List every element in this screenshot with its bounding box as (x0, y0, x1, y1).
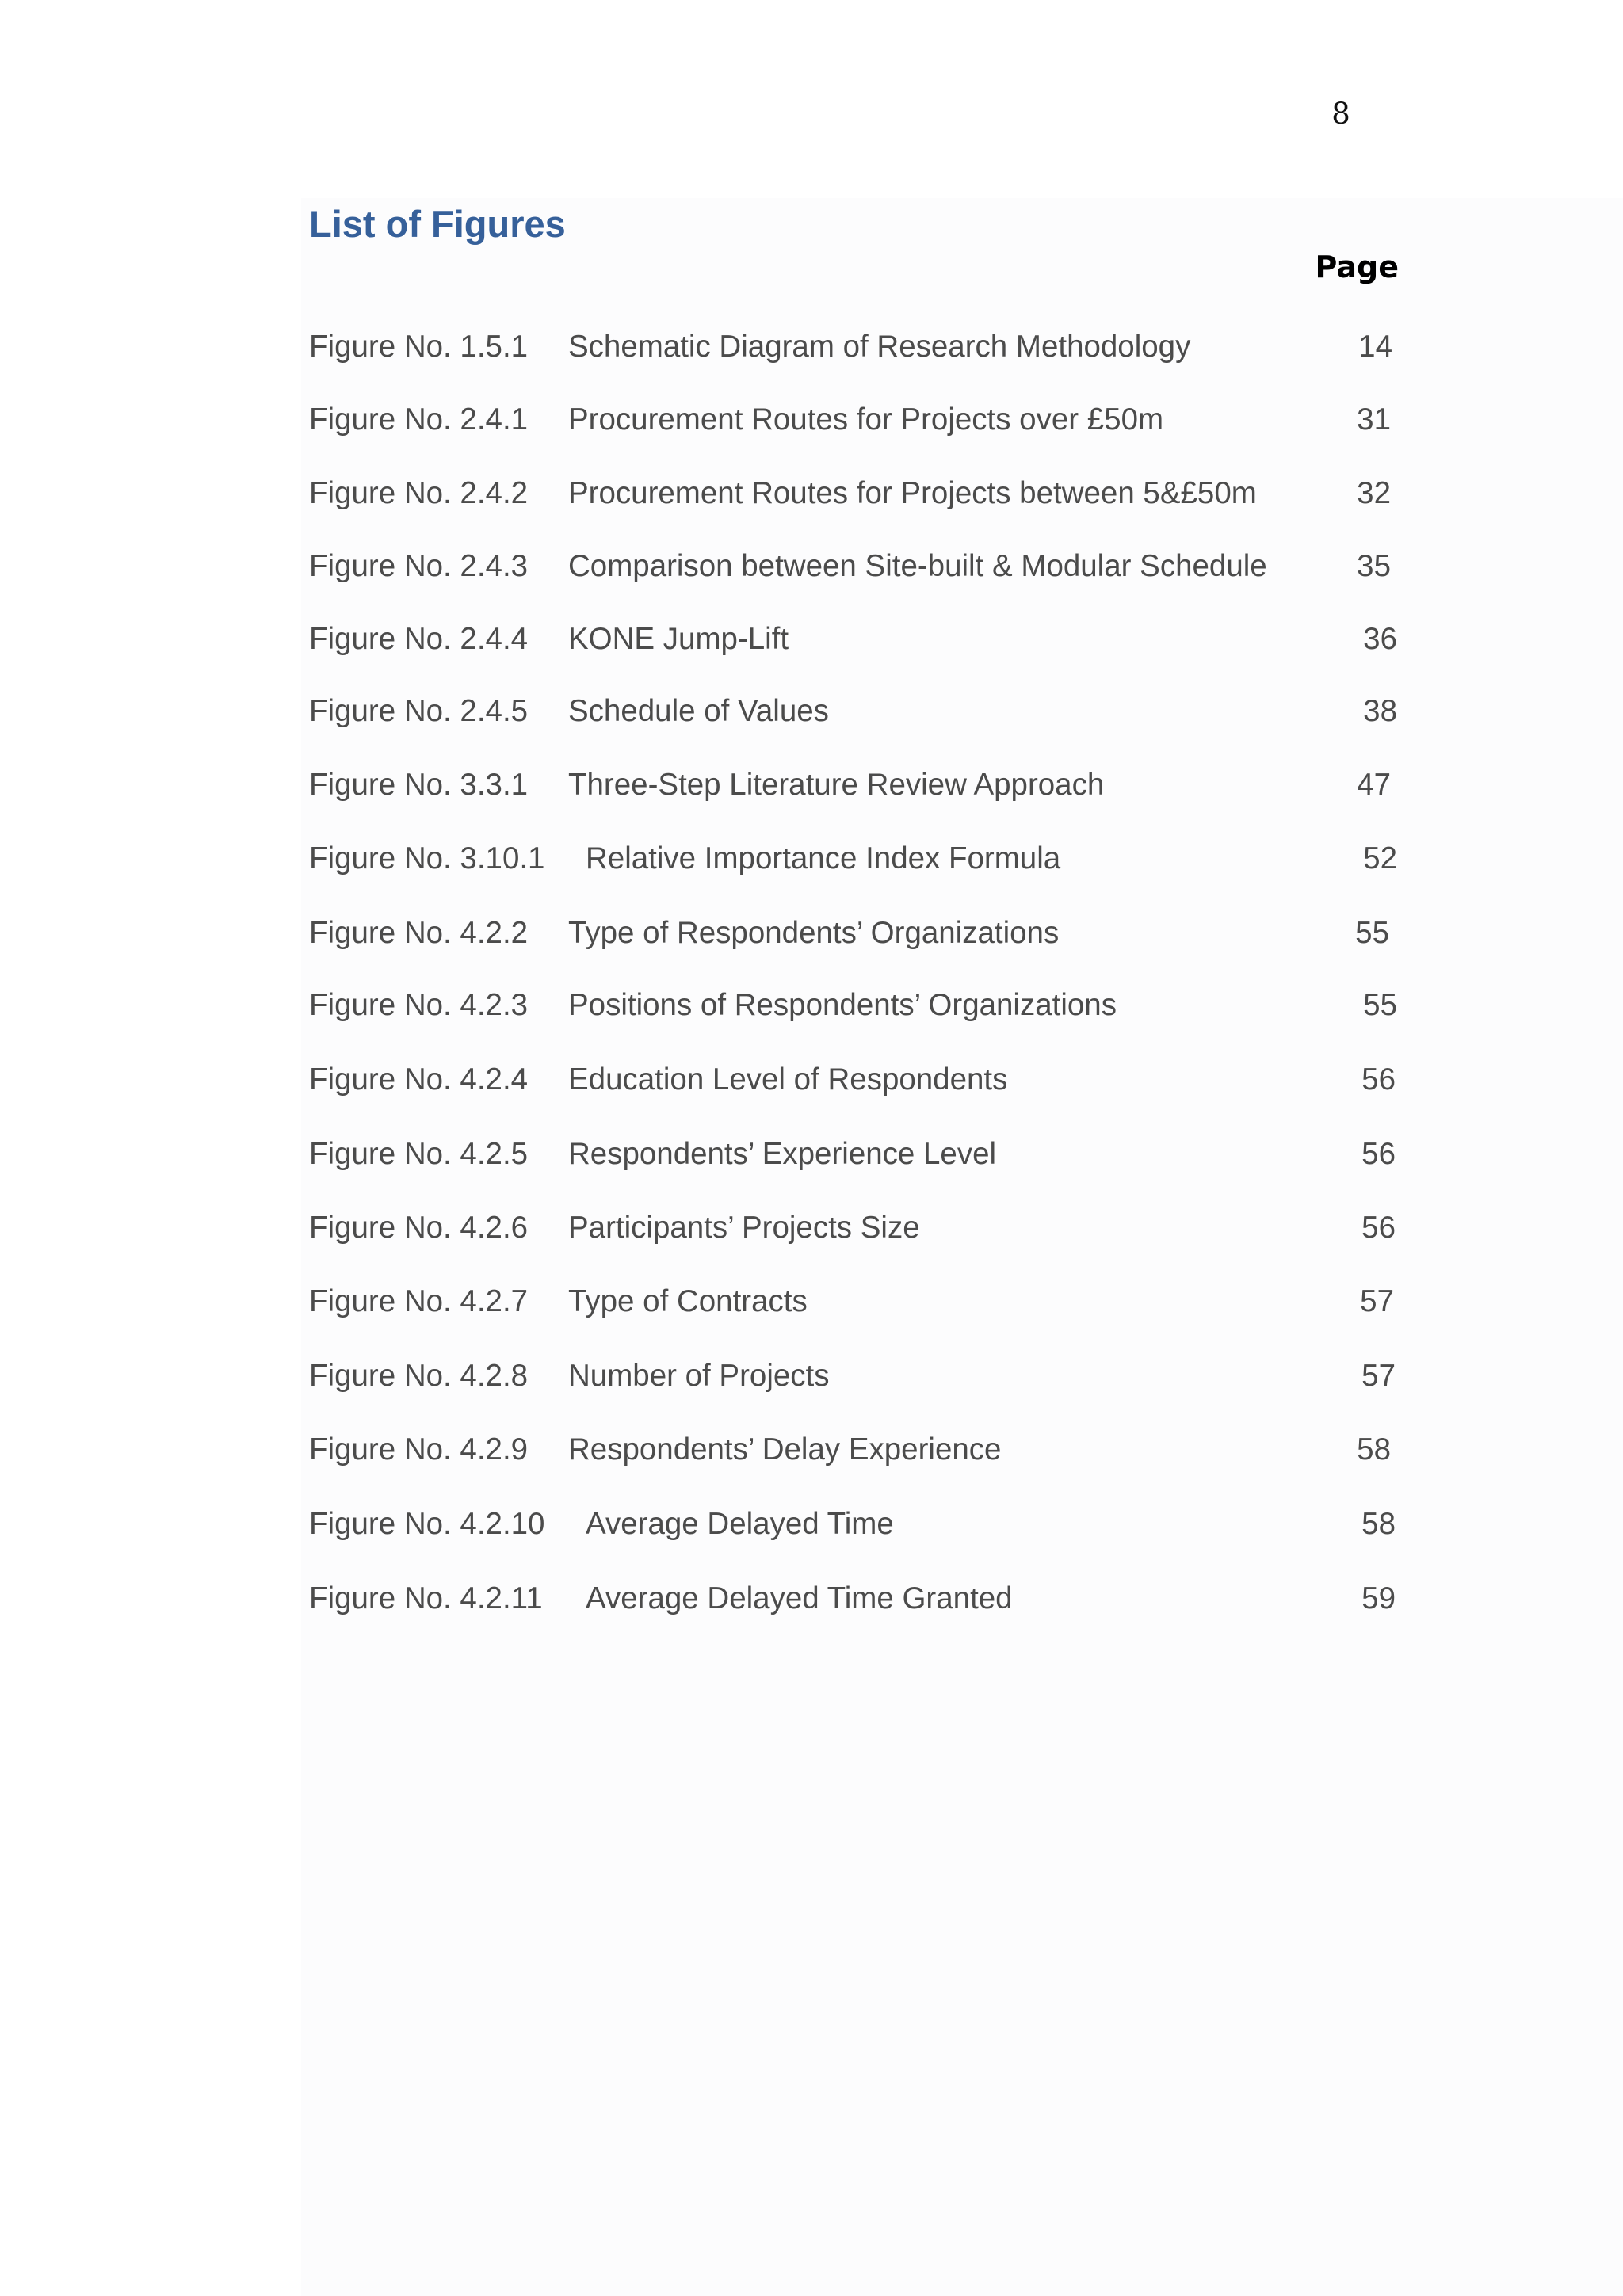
page-number: 8 (1331, 97, 1350, 131)
figure-page: 36 (1363, 622, 1397, 656)
figure-entry (0, 1132, 1623, 1177)
figure-caption: Participants’ Projects Size (568, 1211, 920, 1245)
figure-caption: Comparison between Site-built & Modular Schedule (568, 549, 1267, 583)
figure-entry (0, 1280, 1623, 1324)
figure-page: 47 (1357, 768, 1391, 802)
figure-page: 56 (1361, 1062, 1396, 1097)
figure-number: Figure No. 4.2.9 (309, 1432, 529, 1466)
figure-page: 58 (1361, 1507, 1396, 1541)
figure-entry (0, 911, 1623, 955)
figure-number: Figure No. 4.2.5 (309, 1137, 529, 1171)
figure-page: 56 (1361, 1137, 1396, 1171)
figure-entry (0, 1058, 1623, 1102)
figure-page: 58 (1357, 1432, 1391, 1466)
figure-entry (0, 398, 1623, 442)
figure-entry (0, 544, 1623, 589)
figure-number: Figure No. 4.2.7 (309, 1284, 529, 1318)
figure-number: Figure No. 4.2.6 (309, 1211, 529, 1245)
figure-caption: Relative Importance Index Formula (586, 841, 1061, 875)
figure-caption: Schematic Diagram of Research Methodology (568, 330, 1191, 364)
figure-entry (0, 617, 1623, 662)
figure-number: Figure No. 4.2.11 (309, 1581, 543, 1615)
figure-caption: Type of Contracts (568, 1284, 808, 1318)
figure-page: 56 (1361, 1211, 1396, 1245)
figure-number: Figure No. 4.2.2 (309, 916, 529, 950)
figure-page: 57 (1361, 1359, 1396, 1393)
figure-caption: Respondents’ Delay Experience (568, 1432, 1002, 1466)
figure-number: Figure No. 3.3.1 (309, 768, 529, 802)
figure-number: Figure No. 4.2.10 (309, 1507, 545, 1541)
figure-caption: Type of Respondents’ Organizations (568, 916, 1060, 950)
figure-page: 31 (1357, 402, 1391, 437)
figure-entry (0, 1577, 1623, 1621)
figure-entry (0, 325, 1623, 369)
figure-entry (0, 689, 1623, 734)
figure-page: 32 (1357, 476, 1391, 510)
figure-number: Figure No. 1.5.1 (309, 330, 529, 364)
figure-caption: Schedule of Values (568, 694, 829, 728)
figure-caption: Three-Step Literature Review Approach (568, 768, 1105, 802)
figure-entry (0, 763, 1623, 807)
figure-page: 14 (1358, 330, 1392, 364)
figure-page: 55 (1363, 988, 1397, 1022)
figure-number: Figure No. 2.4.5 (309, 694, 529, 728)
figure-caption: Procurement Routes for Projects over £50m (568, 402, 1164, 437)
figure-number: Figure No. 4.2.3 (309, 988, 529, 1022)
figure-entry (0, 983, 1623, 1028)
figure-caption: Procurement Routes for Projects between 5&£50m (568, 476, 1257, 510)
list-of-figures-title: List of Figures (309, 203, 566, 245)
figure-entry (0, 1428, 1623, 1472)
figure-caption: Positions of Respondents’ Organizations (568, 988, 1117, 1022)
figure-caption: Average Delayed Time (586, 1507, 894, 1541)
figure-page: 35 (1357, 549, 1391, 583)
figure-caption: Number of Projects (568, 1359, 830, 1393)
figure-number: Figure No. 2.4.1 (309, 402, 529, 437)
page-column-header: Page (1315, 250, 1399, 284)
figure-number: Figure No. 4.2.4 (309, 1062, 529, 1097)
figure-page: 59 (1361, 1581, 1396, 1615)
figure-number: Figure No. 2.4.4 (309, 622, 529, 656)
figure-number: Figure No. 2.4.2 (309, 476, 529, 510)
figure-page: 38 (1363, 694, 1397, 728)
figure-entry (0, 471, 1623, 516)
figure-entry (0, 1206, 1623, 1250)
figure-caption: Respondents’ Experience Level (568, 1137, 997, 1171)
figure-caption: Average Delayed Time Granted (586, 1581, 1013, 1615)
figure-entry (0, 1354, 1623, 1398)
figure-entry (0, 1502, 1623, 1547)
figure-number: Figure No. 2.4.3 (309, 549, 529, 583)
figure-page: 55 (1355, 916, 1389, 950)
figure-number: Figure No. 4.2.8 (309, 1359, 529, 1393)
figure-caption: Education Level of Respondents (568, 1062, 1008, 1097)
figure-number: Figure No. 3.10.1 (309, 841, 545, 875)
figure-caption: KONE Jump-Lift (568, 622, 789, 656)
figure-page: 57 (1360, 1284, 1394, 1318)
figure-page: 52 (1363, 841, 1397, 875)
figure-entry (0, 837, 1623, 881)
